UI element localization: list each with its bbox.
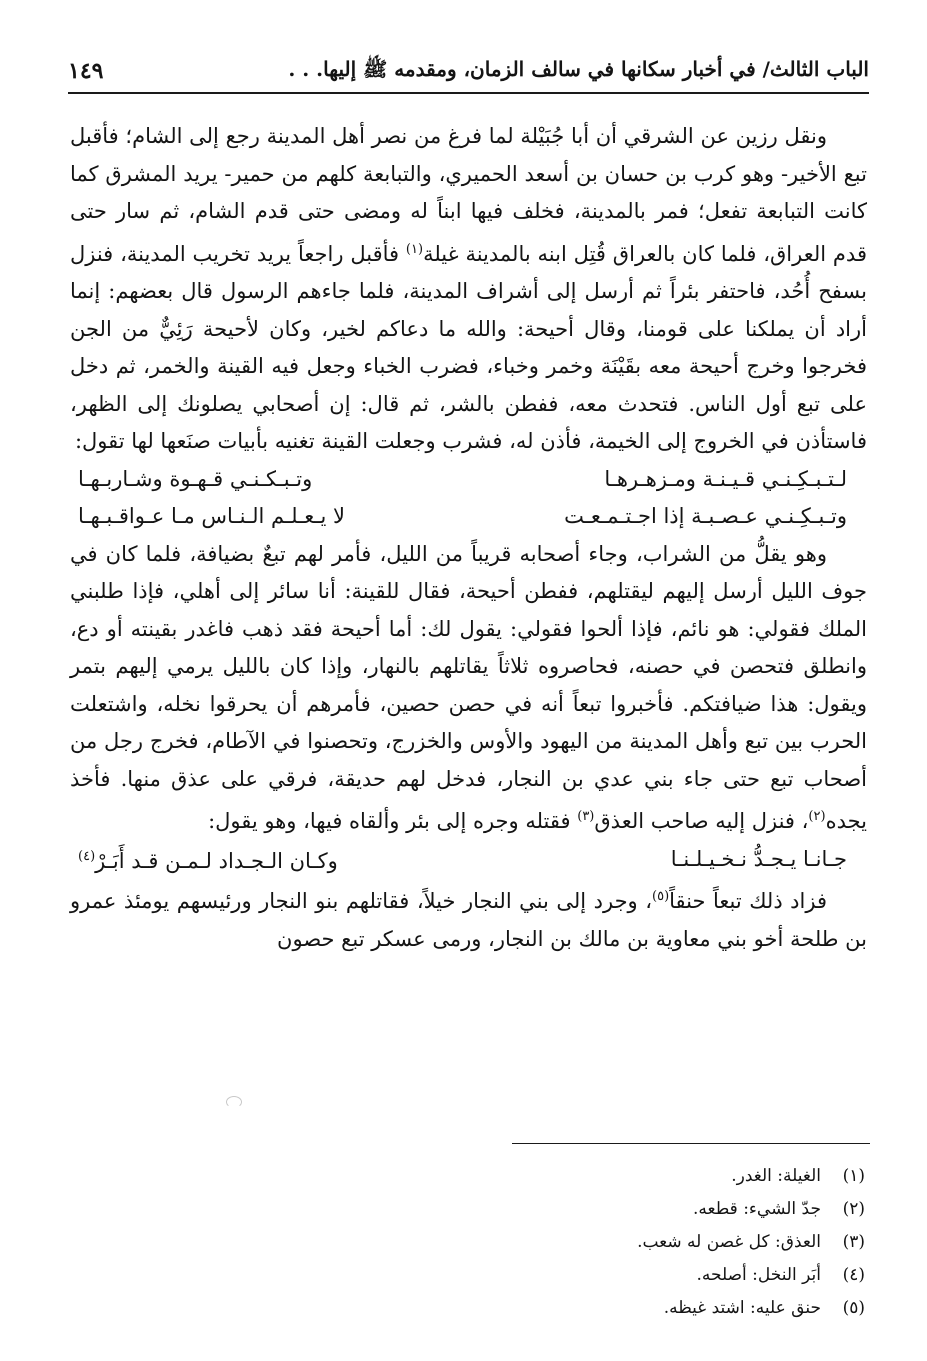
paragraph-text: ، وجرد إلى بني النجار خيلاً، فقاتلهم بنو النجار ورئيسهم يومئذ عمرو بن طلحة أخو بني معاوية بن مالك بن النجار، ورمى عسكر تبع حصون [70, 889, 867, 951]
paragraph-3 [70, 878, 867, 958]
footnote-number: (٥) [842, 1298, 865, 1318]
footnote-text: الغيلة: الغدر. [731, 1166, 821, 1186]
footnote-text: حنق عليه: اشتد غيظه. [663, 1298, 821, 1318]
verse-first-hemistich: لـتـبـكِـنـي قـيـنـة ومـزهـرهـا [604, 466, 847, 491]
verse-line-3 [70, 841, 867, 879]
footnote-ref: (٢) [808, 809, 826, 824]
verse-line-1 [70, 461, 867, 499]
running-header [68, 50, 869, 94]
footnote-item [300, 1292, 865, 1325]
chapter-title: الباب الثالث/ في أخبار سكانها في سالف الزمان، ومقدمه ﷺ إليها. . . [288, 56, 869, 81]
paragraph-text: ، فنزل إليه صاحب العذق [594, 809, 809, 833]
footnote-item [300, 1160, 865, 1193]
footnote-item [300, 1226, 865, 1259]
verse-second-hemistich: وتـبـكـنـي قـهـوة وشـاربـهـا [78, 466, 313, 491]
paragraph-text: ونقل رزين عن الشرقي أن أبا جُبَيْلة لما فرغ من نصر أهل المدينة رجع إلى الشام؛ فأقبل تبع الأخير- وهو كرب بن حسان بن أسعد الحميري، والتبابعة كلهم من حمير- يريد المشرق كما كانت التبابعة تفعل؛ فمر بالمدينة، فخلف فيها ابناً له ومضى حتى قدم الشام، ثم سار حتى قدم العراق، فلما كان بالعراق قُتِل ابنه بالمدينة غيلة [70, 124, 867, 266]
footnote-ref: (١) [405, 241, 424, 257]
footnote-number: (٣) [842, 1232, 865, 1252]
paragraph-text: وهو يقلُّ من الشراب، وجاء أصحابه قريباً من الليل، فأمر لهم تبعٌ بضيافة، فلما كان في جوف الليل أرسل إليهم ليقتلهم، ففطن أحيحة، فقال للقينة: أنا سائر إلى أهلي، فإذا طلبني الملك فقولي: هو نائم، فإذا ألحوا فقولي: يقول لك: أما أحيحة فقد ذهب فاغدر بقينته أو دع، وانطلق فتحصن في حصنه، فحاصروه ثلاثاً يقاتلهم بالنهار، وإذا كان بالليل يرمي إليهم بتمر ويقول: هذا ضيافتكم. فأخبروا تبعاً أنه في حصن حصين، فأمرهم أن يحرقوا نخله، واشتعلت الحرب بين تبع وأهل المدينة من اليهود والأوس والخزرج، وتحصنوا في الآطام، فخرج رجل من أصحاب تبع حتى جاء بني عدي بن النجار، فدخل لهم حديقة، فرقي على عذق منها. فأخذ يجده [70, 541, 867, 833]
footnote-text: جدّ الشيء: قطعه. [693, 1199, 821, 1219]
verse-text: وكـان الـجـداد لـمـن قـد أَبَـرْ [95, 849, 338, 873]
footnote-ref: (٤) [78, 849, 96, 864]
verse-second-hemistich [78, 838, 338, 881]
footnote-ref: (٥) [652, 889, 670, 904]
paragraph-text: فزاد ذلك تبعاً حنقاً [669, 889, 827, 913]
paragraph-text: فقتله وجره إلى بئر وألقاه فيها، وهو يقول: [208, 809, 578, 833]
footnote-number: (٤) [842, 1265, 865, 1285]
footnote-text: أبَر النخل: أصلحه. [696, 1265, 821, 1285]
verse-second-hemistich: لا يـعـلـم الـنـاس مـا عـواقـبـهـا [78, 504, 346, 528]
paragraph-2 [70, 536, 867, 841]
footnotes [300, 1160, 865, 1325]
paragraph-1 [70, 118, 867, 461]
page-number: ١٤٩ [68, 58, 104, 84]
paragraph-text: فأقبل راجعاً يريد تخريب المدينة، فنزل بسفح أُحُد، فاحتفر بئراً ثم أرسل إلى أشراف المدينة، فلما جاءهم الرسول قال بعضهم: إنما أراد أن يملكنا على قومنا، وقال أحيحة: والله ما دعاكم لخير، وكان لأحيحة رَئِيٌّ من الجن فخرجوا وخرج أحيحة معه بقَيْنَة وخمر وخباء، فضرب الخباء وجعل فيه القينة والخمر، ثم دخل على تبع أول الناس. فتحدث معه، ففطن بالشر، ثم قال: إن أصحابي يصلونك إلى الظهر، فاستأذن في الخروج إلى الخيمة، فأذن له، فشرب وجعلت القينة تغنيه بأبيات صنَعها لها تقول: [70, 241, 867, 453]
footnote-number: (١) [842, 1166, 865, 1186]
verse-first-hemistich: جـانـا يـجـدُّ نـخـيـلـنـا [670, 846, 847, 871]
scan-smudge [226, 1096, 242, 1108]
footnote-text: العذق: كل غصن له شعب. [637, 1232, 821, 1252]
main-text [70, 118, 867, 958]
verse-line-2 [70, 498, 867, 536]
footnote-divider [512, 1143, 870, 1144]
footnote-ref: (٣) [577, 809, 595, 824]
footnote-item [300, 1259, 865, 1292]
verse-first-hemistich: وتـبـكِـنـي عـصـبـة إذا اجـتـمـعـت [564, 504, 847, 528]
footnote-number: (٢) [842, 1199, 865, 1219]
footnote-item [300, 1193, 865, 1226]
